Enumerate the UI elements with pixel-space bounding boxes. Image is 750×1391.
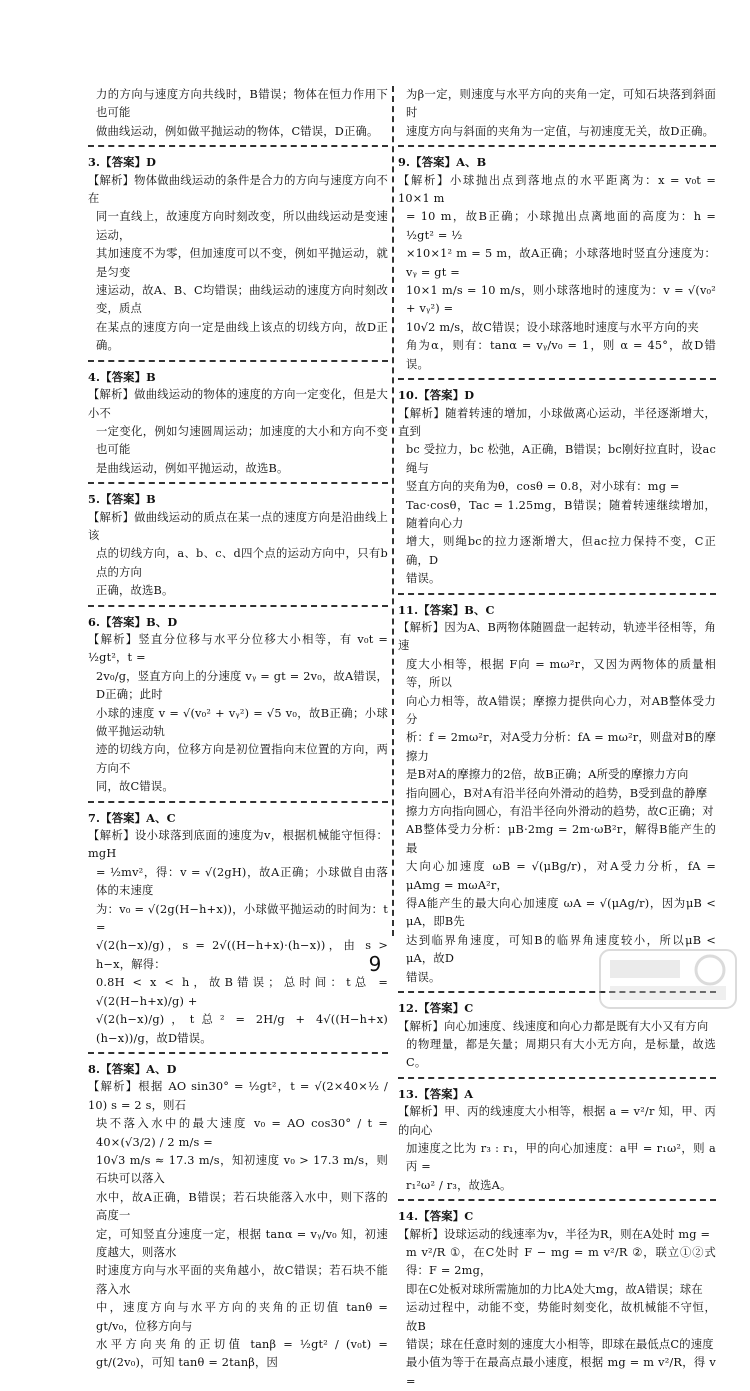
- answer-heading: 8.【答案】A、D: [88, 1061, 177, 1076]
- section-separator: [398, 1199, 716, 1201]
- text-line: 达到临界角速度，可知B的临界角速度较小，所以μB < μA，故D: [406, 933, 716, 966]
- text-line: 【解析】物体做曲线运动的条件是合力的方向与速度方向不在: [88, 173, 388, 206]
- page-number: 9: [368, 952, 382, 976]
- answer-block-q6: [88, 613, 388, 797]
- text-line: 2v₀/g，竖直方向上的分速度 vᵧ = gt = 2v₀，故A错误，D正确；此时: [96, 669, 388, 702]
- section-separator: [398, 378, 716, 380]
- text-line: 正确，故选B。: [96, 584, 174, 598]
- text-line: 【解析】甲、丙的线速度大小相等，根据 a = v²/r 知，甲、丙的向心: [398, 1105, 716, 1137]
- text-line: √(2(h−x)/g)，s = 2√((H−h+x)·(h−x))，由 s > h−x，解得：: [96, 939, 388, 971]
- text-line: 【解析】做曲线运动的物体的速度的方向一定变化，但是大小不: [88, 388, 388, 420]
- text-line: 角为α，则有：tanα = vᵧ/v₀ = 1，则 α = 45°，故D错误。: [406, 339, 716, 371]
- section-separator: [88, 145, 388, 147]
- text-line: 时速度方向与水平面的夹角越小，故C错误；若石块不能落入水: [96, 1264, 388, 1296]
- text-line: 迹的切线方向，位移方向是初位置指向末位置的方向，两方向不: [96, 743, 388, 775]
- left-column: [88, 86, 388, 1373]
- answer-block-q7: [88, 809, 388, 1048]
- section-separator: [88, 482, 388, 484]
- text-line: r₁²ω² / r₃，故选A。: [406, 1178, 512, 1192]
- text-line: 为β一定，则速度与水平方向的夹角一定，可知石块落到斜面时: [406, 88, 716, 120]
- text-line: 是B对A的摩擦力的2倍，故B正确；A所受的摩擦力方向: [406, 768, 689, 782]
- text-line: 速度方向与斜面的夹角为一定值，与初速度无关，故D正确。: [406, 124, 715, 138]
- answer-heading: 12.【答案】C: [398, 1001, 474, 1016]
- text-line: 10√2 m/s，故C错误；设小球落地时速度与水平方向的夹: [406, 320, 700, 334]
- text-line: 【解析】向心加速度、线速度和向心力都是既有大小又有方向: [398, 1019, 709, 1033]
- text-line: 析：f = 2mω²r，对A受力分析：fA = mω²r，则盘对B的摩擦力: [406, 731, 716, 763]
- text-line: 大向心加速度 ωB = √(μBg/r)，对A受力分析，fA = μAmg = mωA²r，: [406, 860, 716, 892]
- text-line: 【解析】设球运动的线速率为v，半径为R，则在A处时 mg =: [398, 1227, 711, 1241]
- text-line: √(2(h−x)/g)，t总² = 2H/g + 4√((H−h+x)(h−x))/g，故D错误。: [96, 1013, 388, 1045]
- answer-block-q9: [398, 153, 716, 374]
- answer-heading: 4.【答案】B: [88, 369, 156, 384]
- text-line: 块不落入水中的最大速度 v₀ = AO cos30° / t = 40×(√3/2) / 2 m/s =: [96, 1117, 388, 1149]
- text-line: 擦力方向指向圆心，有沿半径向外滑动的趋势，故C正确；对: [406, 805, 714, 819]
- answer-heading: 10.【答案】D: [398, 388, 475, 403]
- text-line: 做曲线运动，例如做平抛运动的物体，C错误，D正确。: [96, 124, 379, 138]
- text-line: 错误。: [406, 970, 441, 984]
- answer-heading: 9.【答案】A、B: [398, 155, 487, 170]
- text-line: 一定变化，例如匀速圆周运动；加速度的大小和方向不变也可能: [96, 424, 388, 457]
- answer-block-q10: [398, 386, 716, 588]
- text-line: 错误；球在任意时刻的速度大小相等，即球在最低点C的速度: [406, 1338, 714, 1351]
- text-line: 向心力相等，故A错误；摩擦力提供向心力，对AB整体受力分: [406, 694, 716, 726]
- answer-heading: 11.【答案】B、C: [398, 602, 495, 617]
- text-line: 【解析】做曲线运动的质点在某一点的速度方向是沿曲线上该: [88, 510, 388, 542]
- text-line: 同一直线上，故速度方向时刻改变，所以曲线运动是变速运动，: [96, 210, 388, 242]
- answer-block-cont: [88, 86, 388, 141]
- text-line: 中，速度方向与水平方向的夹角的正切值 tanθ = gt/v₀，位移方向与: [96, 1301, 388, 1333]
- text-line: 速运动，故A、B、C均错误；曲线运动的速度方向时刻改变，质点: [96, 284, 388, 316]
- watermark-logo: [598, 946, 738, 1012]
- answer-block-q3: [88, 153, 388, 355]
- text-line: 为：v₀ = √(2g(H−h+x))，小球做平抛运动的时间为：t =: [96, 902, 388, 935]
- text-line: 同，故C错误。: [96, 780, 174, 794]
- text-line: 【解析】随着转速的增加，小球做离心运动，半径逐渐增大，直到: [398, 406, 716, 438]
- text-line: 加速度之比为 r₃ : r₁，甲的向心加速度：a甲 = r₁ω²，则 a丙 =: [406, 1141, 716, 1174]
- answer-heading: 5.【答案】B: [88, 492, 156, 507]
- text-line: 得A能产生的最大向心加速度 ωA = √(μAg/r)，因为μB < μA，即B先: [406, 897, 716, 929]
- answer-heading: 14.【答案】C: [398, 1209, 474, 1224]
- answer-block-q13: [398, 1085, 716, 1195]
- section-separator: [88, 605, 388, 607]
- answer-heading: 7.【答案】A、C: [88, 810, 176, 825]
- text-line: ×10×1² m = 5 m，故A正确；小球落地时竖直分速度为：vᵧ = gt =: [406, 247, 716, 279]
- text-line: 运动过程中，动能不变，势能时刻变化，故机械能不守恒，故B: [406, 1301, 716, 1333]
- answer-block-q11: [398, 601, 716, 988]
- section-separator: [88, 801, 388, 803]
- text-line: 指向圆心，B对A有沿半径向外滑动的趋势，B受到盘的静摩: [406, 786, 708, 800]
- text-line: 竖直方向的夹角为θ，cosθ = 0.8，对小球有：mg =: [406, 480, 680, 494]
- answer-heading: 6.【答案】B、D: [88, 614, 178, 629]
- text-line: 在某点的速度方向一定是曲线上该点的切线方向，故D正确。: [96, 320, 388, 353]
- answer-block-q14: [398, 1207, 716, 1391]
- text-line: AB整体受力分析：μB·2mg = 2m·ωB²r，解得B能产生的最: [406, 823, 716, 855]
- text-line: 【解析】设小球落到底面的速度为v，根据机械能守恒得：mgH: [88, 829, 388, 861]
- answer-heading: 3.【答案】D: [88, 155, 157, 170]
- text-line: Tac·cosθ，Tac = 1.25mg，B错误；随着转速继续增加，随着向心力: [406, 498, 716, 530]
- answer-block-cont8: [398, 86, 716, 141]
- answer-block-q5: [88, 490, 388, 600]
- text-line: 力的方向与速度方向共线时，B错误；物体在恒力作用下也可能: [96, 88, 388, 120]
- text-line: = 10 m，故B正确；小球抛出点离地面的高度为：h = ½gt² = ½: [406, 210, 716, 242]
- text-line: 小球的速度 v = √(v₀² + vᵧ²) = √5 v₀，故B正确；小球做平抛运动轨: [96, 706, 388, 738]
- text-line: 定，可知竖直分速度一定，根据 tanα = vᵧ/v₀ 知，初速度越大，则落水: [96, 1227, 388, 1259]
- text-line: 最小值为等于在最高点最小速度，根据 mg = m v²/R，得 v =: [406, 1356, 716, 1388]
- section-separator: [88, 360, 388, 362]
- answer-block-q4: [88, 368, 388, 478]
- text-line: 10×1 m/s = 10 m/s，则小球落地时的速度为：v = √(v₀² + vᵧ²) =: [406, 284, 716, 316]
- text-line: 是曲线运动，例如平抛运动，故选B。: [96, 461, 289, 475]
- text-line: 错误。: [406, 572, 441, 586]
- text-line: 【解析】根据 AO sin30° = ½gt²，t = √(2×40×½ / 10) s = 2 s，则石: [88, 1080, 388, 1112]
- answer-block-q8: [88, 1060, 388, 1373]
- text-line: 度大小相等，根据 F向 = mω²r，又因为两物体的质量相等，所以: [406, 657, 716, 690]
- section-separator: [398, 145, 716, 147]
- right-column: [398, 86, 716, 1391]
- section-separator: [398, 1077, 716, 1079]
- text-line: = ½mv²，得：v = √(2gH)，故A正确；小球做自由落体的末速度: [96, 865, 388, 898]
- text-line: 【解析】小球抛出点到落地点的水平距离为：x = v₀t = 10×1 m: [398, 173, 716, 206]
- text-line: m v²/R ①，在C处时 F − mg = m v²/R ②，联立①②式得：F = 2mg，: [406, 1245, 716, 1278]
- text-line: bc 受拉力，bc 松弛，A正确，B错误；bc刚好拉直时，设ac绳与: [406, 443, 716, 475]
- text-line: 的物理量，都是矢量；周期只有大小无方向，是标量，故选C。: [406, 1037, 716, 1070]
- text-line: 0.8H < x < h，故B错误；总时间：t总 = √(2(H−h+x)/g) +: [96, 976, 388, 1008]
- answer-heading: 13.【答案】A: [398, 1086, 474, 1101]
- section-separator: [398, 593, 716, 595]
- text-line: 【解析】竖直分位移与水平分位移大小相等，有 v₀t = ½gt²，t =: [88, 632, 388, 665]
- text-line: 水中，故A正确，B错误；若石块能落入水中，则下落的高度一: [96, 1190, 388, 1223]
- column-divider: [392, 86, 394, 936]
- text-line: 增大，则绳bc的拉力逐渐增大，但ac拉力保持不变，C正确，D: [406, 535, 716, 567]
- text-line: 点的切线方向，a、b、c、d四个点的运动方向中，只有b点的方向: [96, 547, 388, 579]
- text-line: 即在C处板对球所需施加的力比A处大mg，故A错误；球在: [406, 1282, 703, 1296]
- text-line: 其加速度不为零，但加速度可以不变，例如平抛运动，就是匀变: [96, 247, 388, 279]
- section-separator: [88, 1052, 388, 1054]
- text-line: 【解析】因为A、B两物体随圆盘一起转动，轨迹半径相等，角速: [398, 620, 716, 653]
- text-line: 10√3 m/s ≈ 17.3 m/s，知初速度 v₀ > 17.3 m/s，则石块可以落入: [96, 1153, 388, 1186]
- text-line: 水平方向夹角的正切值 tanβ = ½gt² / (v₀t) = gt/(2v₀)，可知 tanθ = 2tanβ，因: [96, 1338, 388, 1370]
